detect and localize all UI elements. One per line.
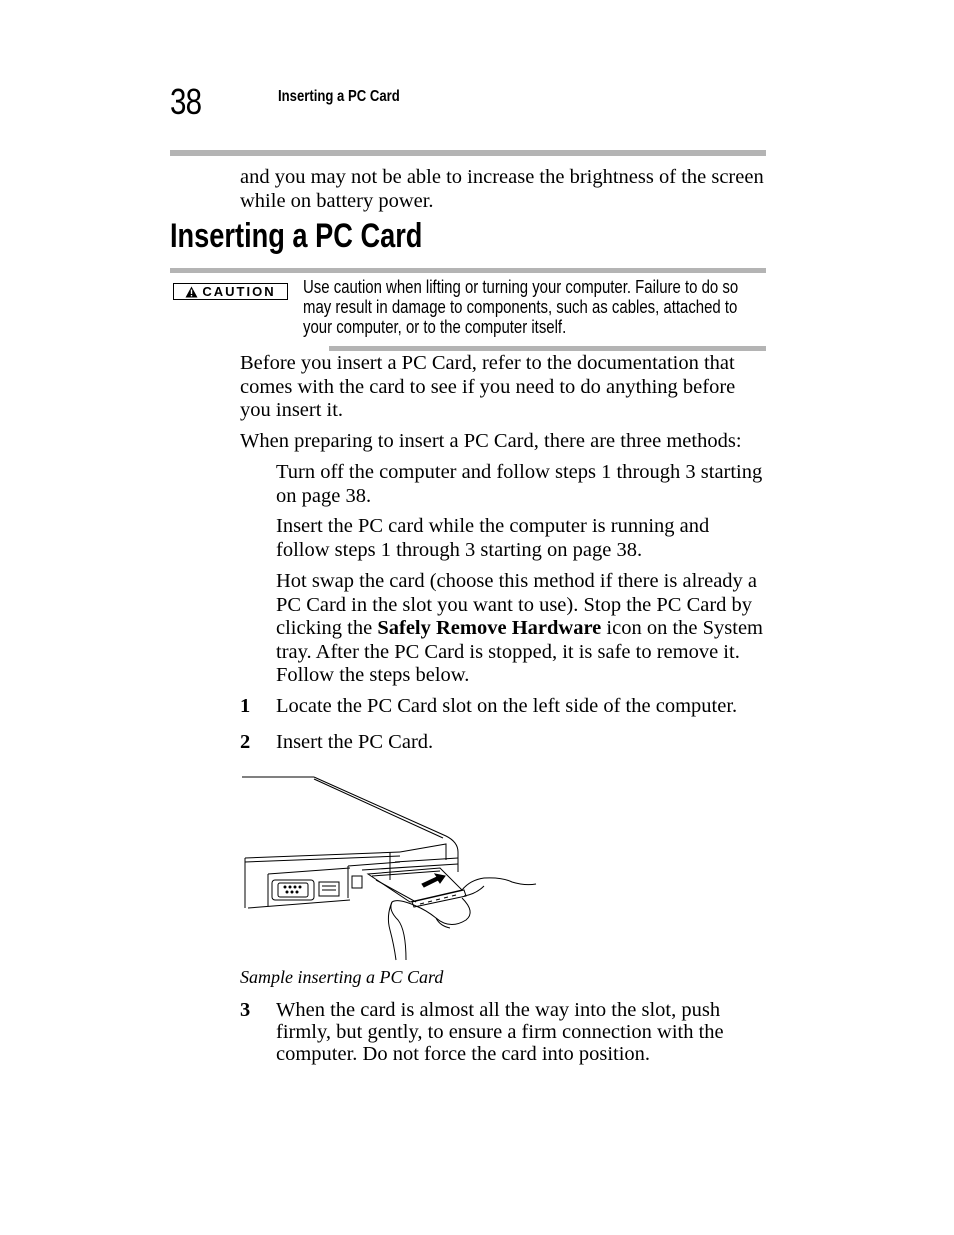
method-item-3	[276, 570, 766, 688]
caution-text: Use caution when lifting or turning your computer. Failure to do so may result in damage to components, such as cables, attached to your computer, or to the computer itself.	[303, 277, 739, 337]
step-number: 2	[240, 731, 251, 753]
step-number: 1	[240, 695, 251, 717]
caution-top-rule	[170, 268, 766, 273]
section-title: Inserting a PC Card	[170, 217, 423, 255]
warning-triangle-icon	[185, 286, 198, 298]
header-rule	[170, 150, 766, 156]
step-number: 3	[240, 999, 251, 1021]
method-item-1: Turn off the computer and follow steps 1 through 3 starting on page 38.	[276, 461, 763, 507]
step-text: Insert the PC Card.	[276, 731, 434, 753]
step-text: Locate the PC Card slot on the left side of the computer.	[276, 695, 738, 717]
intro-paragraph: and you may not be able to increase the brightness of the screen while on battery power.	[240, 166, 764, 212]
body-paragraph-2: When preparing to insert a PC Card, there are three methods:	[240, 430, 742, 452]
method-3-text-start: Hot swap the card (choose this method if there is already a PC Card in the slot you want to use). Stop the PC Card by clicking the	[276, 570, 758, 639]
caution-label: CAUTION	[202, 284, 276, 299]
caution-badge	[173, 283, 288, 300]
method-3-text-end: icon on the System tray. After the PC Card is stopped, it is safe to remove it. Follow the steps below.	[276, 617, 763, 686]
pc-card-insertion-illustration	[240, 770, 540, 965]
body-paragraph-1: Before you insert a PC Card, refer to the documentation that comes with the card to see if you need to do anything before you insert it.	[240, 352, 736, 421]
safely-remove-hardware-term: Safely Remove Hardware	[377, 617, 602, 639]
page-number: 38	[170, 81, 202, 122]
caution-bottom-rule	[329, 346, 766, 351]
method-item-2: Insert the PC card while the computer is running and follow steps 1 through 3 starting on page 38.	[276, 515, 710, 561]
step-text: When the card is almost all the way into the slot, push firmly, but gently, to ensure a firm connection with the computer. Do not force the card into position.	[276, 999, 724, 1065]
running-head: Inserting a PC Card	[278, 88, 400, 105]
figure-caption: Sample inserting a PC Card	[240, 967, 444, 987]
